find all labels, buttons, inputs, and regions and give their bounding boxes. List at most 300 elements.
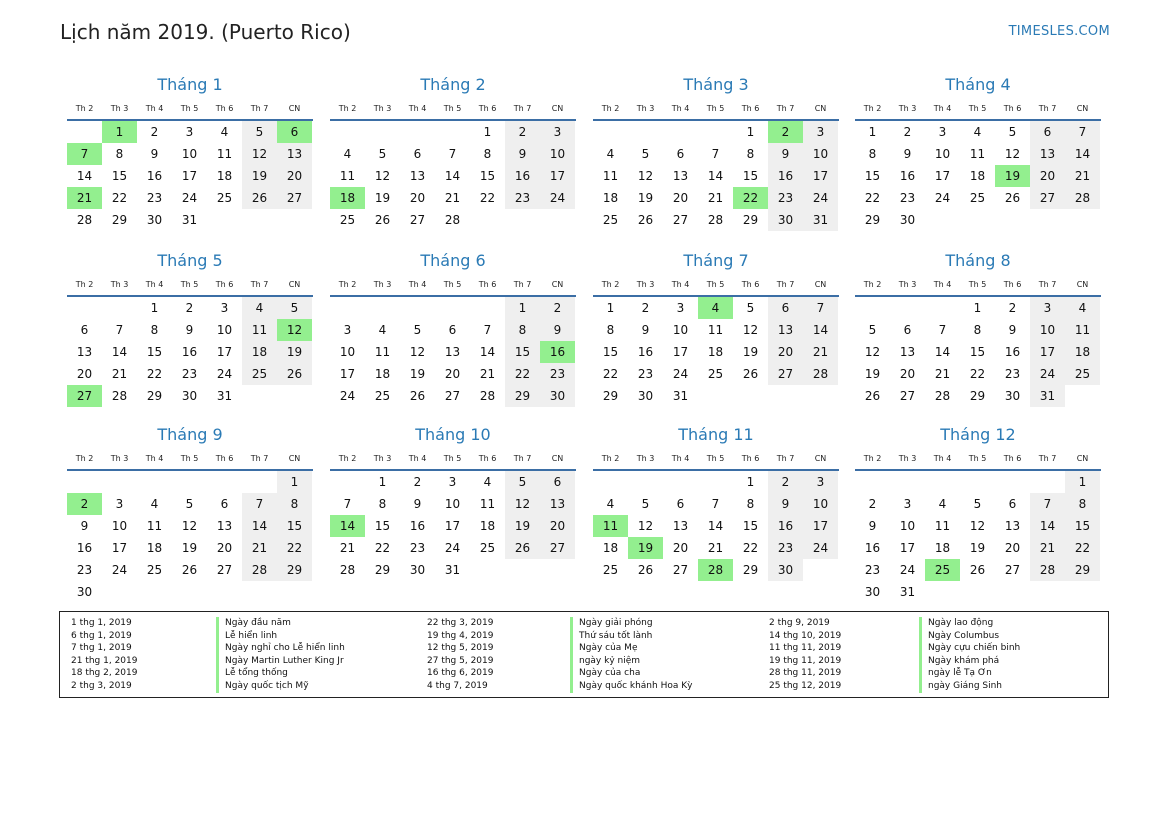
day-cell: 24 bbox=[1039, 367, 1056, 381]
holiday-date: 2 thg 3, 2019 bbox=[71, 680, 132, 691]
day-cell: 9 bbox=[903, 147, 912, 161]
day-cell: 19 bbox=[742, 345, 759, 359]
day-cell: 6 bbox=[80, 323, 89, 337]
day-cell: 22 bbox=[969, 367, 986, 381]
day-cell: 31 bbox=[1039, 389, 1056, 403]
holiday-date: 19 thg 11, 2019 bbox=[769, 655, 842, 666]
day-cell: 23 bbox=[549, 367, 566, 381]
day-cell: 26 bbox=[1004, 191, 1021, 205]
day-cell: 5 bbox=[746, 301, 755, 315]
holiday-day-cell: 21 bbox=[67, 187, 102, 209]
day-cell: 15 bbox=[374, 519, 391, 533]
day-cell: 16 bbox=[864, 541, 881, 555]
day-cell: 26 bbox=[637, 213, 654, 227]
day-cell: 31 bbox=[181, 213, 198, 227]
holiday-name: Ngày quốc khánh Hoa Kỳ bbox=[579, 680, 693, 691]
holiday-day-cell: 2 bbox=[67, 493, 102, 515]
day-cell: 3 bbox=[938, 125, 947, 139]
day-cell: 14 bbox=[76, 169, 93, 183]
holiday-date: 14 thg 10, 2019 bbox=[769, 630, 842, 641]
day-cell: 7 bbox=[1078, 125, 1087, 139]
day-cell: 19 bbox=[251, 169, 268, 183]
day-cell: 23 bbox=[1004, 367, 1021, 381]
day-cell: 21 bbox=[812, 345, 829, 359]
day-cell: 25 bbox=[146, 563, 163, 577]
day-cell: 10 bbox=[549, 147, 566, 161]
day-cell: 4 bbox=[973, 125, 982, 139]
month-title: Tháng 6 bbox=[420, 251, 486, 270]
day-cell: 8 bbox=[518, 323, 527, 337]
holiday-name: Ngày của Mẹ bbox=[579, 643, 638, 654]
day-cell: 24 bbox=[899, 563, 916, 577]
day-cell: 4 bbox=[220, 125, 229, 139]
holiday-date: 19 thg 4, 2019 bbox=[427, 630, 494, 641]
day-cell: 4 bbox=[1078, 301, 1087, 315]
weekday-header bbox=[593, 454, 839, 466]
weekday-label: Th 4 bbox=[671, 454, 690, 463]
day-cell: 21 bbox=[444, 191, 461, 205]
day-cell: 8 bbox=[115, 147, 124, 161]
day-cell: 29 bbox=[286, 563, 303, 577]
day-cell: 5 bbox=[641, 497, 650, 511]
day-cell: 9 bbox=[413, 497, 422, 511]
day-cell: 29 bbox=[146, 389, 163, 403]
day-cell: 17 bbox=[181, 169, 198, 183]
day-cell: 24 bbox=[339, 389, 356, 403]
day-cell: 16 bbox=[777, 519, 794, 533]
day-cell: 18 bbox=[146, 541, 163, 555]
day-cell: 13 bbox=[672, 169, 689, 183]
day-cell: 23 bbox=[637, 367, 654, 381]
day-cell: 27 bbox=[672, 213, 689, 227]
day-cell: 13 bbox=[444, 345, 461, 359]
weekday-header bbox=[67, 280, 313, 292]
day-cell: 15 bbox=[602, 345, 619, 359]
month-title: Tháng 10 bbox=[415, 425, 491, 444]
day-cell: 21 bbox=[111, 367, 128, 381]
day-cell: 20 bbox=[672, 541, 689, 555]
day-cell: 15 bbox=[286, 519, 303, 533]
day-cell: 3 bbox=[816, 475, 825, 489]
day-cell: 2 bbox=[868, 497, 877, 511]
day-cell: 14 bbox=[111, 345, 128, 359]
day-cell: 7 bbox=[483, 323, 492, 337]
day-cell: 13 bbox=[672, 519, 689, 533]
weekday-label: Th 4 bbox=[408, 280, 427, 289]
weekday-label: Th 4 bbox=[408, 104, 427, 113]
day-cell: 3 bbox=[1043, 301, 1052, 315]
day-cell: 15 bbox=[479, 169, 496, 183]
day-cell: 21 bbox=[251, 541, 268, 555]
day-cell: 1 bbox=[746, 125, 755, 139]
holiday-date: 28 thg 11, 2019 bbox=[769, 668, 842, 679]
day-cell: 5 bbox=[1008, 125, 1017, 139]
day-cell: 12 bbox=[181, 519, 198, 533]
day-cell: 5 bbox=[868, 323, 877, 337]
day-cell: 11 bbox=[216, 147, 233, 161]
holiday-day-cell: 19 bbox=[628, 537, 663, 559]
day-cell: 17 bbox=[812, 169, 829, 183]
day-cell: 24 bbox=[672, 367, 689, 381]
weekday-header bbox=[855, 280, 1101, 292]
day-cell: 6 bbox=[448, 323, 457, 337]
day-cell: 18 bbox=[602, 191, 619, 205]
weekday-label: Th 4 bbox=[933, 280, 952, 289]
day-cell: 25 bbox=[339, 213, 356, 227]
day-cell: 26 bbox=[374, 213, 391, 227]
day-cell: 2 bbox=[1008, 301, 1017, 315]
day-cell: 24 bbox=[111, 563, 128, 577]
weekday-header bbox=[67, 454, 313, 466]
day-cell: 9 bbox=[781, 147, 790, 161]
day-cell: 25 bbox=[969, 191, 986, 205]
day-cell: 1 bbox=[518, 301, 527, 315]
day-cell: 25 bbox=[602, 563, 619, 577]
day-cell: 1 bbox=[290, 475, 299, 489]
day-cell: 11 bbox=[969, 147, 986, 161]
day-cell: 2 bbox=[641, 301, 650, 315]
day-cell: 29 bbox=[111, 213, 128, 227]
day-cell: 1 bbox=[150, 301, 159, 315]
day-cell: 2 bbox=[185, 301, 194, 315]
day-cell: 14 bbox=[479, 345, 496, 359]
weekday-header bbox=[330, 280, 576, 292]
day-cell: 2 bbox=[413, 475, 422, 489]
day-cell: 17 bbox=[216, 345, 233, 359]
day-cell: 22 bbox=[864, 191, 881, 205]
day-cell: 8 bbox=[290, 497, 299, 511]
day-cell: 25 bbox=[216, 191, 233, 205]
day-cell: 28 bbox=[812, 367, 829, 381]
holiday-name: Lễ tổng thống bbox=[225, 668, 288, 679]
day-cell: 1 bbox=[378, 475, 387, 489]
day-cell: 9 bbox=[80, 519, 89, 533]
day-cell: 9 bbox=[185, 323, 194, 337]
month-title: Tháng 5 bbox=[157, 251, 223, 270]
day-cell: 24 bbox=[812, 191, 829, 205]
day-cell: 16 bbox=[637, 345, 654, 359]
day-cell: 8 bbox=[746, 497, 755, 511]
day-cell: 15 bbox=[742, 519, 759, 533]
day-cell: 21 bbox=[339, 541, 356, 555]
day-cell: 24 bbox=[934, 191, 951, 205]
holiday-name: Ngày quốc tịch Mỹ bbox=[225, 680, 309, 691]
day-cell: 16 bbox=[777, 169, 794, 183]
day-cell: 8 bbox=[483, 147, 492, 161]
holiday-day-cell: 2 bbox=[768, 121, 803, 143]
weekday-label: Th 2 bbox=[338, 454, 357, 463]
day-cell: 19 bbox=[864, 367, 881, 381]
day-cell: 28 bbox=[707, 213, 724, 227]
day-cell: 1 bbox=[606, 301, 615, 315]
weekday-label: Th 2 bbox=[601, 104, 620, 113]
holiday-name: Ngày lao động bbox=[928, 618, 994, 628]
day-cell: 18 bbox=[707, 345, 724, 359]
day-cell: 9 bbox=[781, 497, 790, 511]
day-cell: 25 bbox=[707, 367, 724, 381]
weekday-label: Th 2 bbox=[75, 454, 94, 463]
day-cell: 24 bbox=[812, 541, 829, 555]
day-cell: 15 bbox=[1074, 519, 1091, 533]
day-cell: 21 bbox=[934, 367, 951, 381]
day-cell: 12 bbox=[1004, 147, 1021, 161]
weekday-label: Th 6 bbox=[1003, 454, 1022, 463]
weekday-label: Th 2 bbox=[338, 104, 357, 113]
day-cell: 10 bbox=[899, 519, 916, 533]
weekday-label: Th 3 bbox=[373, 280, 392, 289]
holiday-day-cell: 18 bbox=[330, 187, 365, 209]
weekday-label: Th 2 bbox=[863, 280, 882, 289]
day-cell: 27 bbox=[444, 389, 461, 403]
day-cell: 4 bbox=[378, 323, 387, 337]
day-cell: 30 bbox=[409, 563, 426, 577]
day-cell: 27 bbox=[286, 191, 303, 205]
weekday-label: Th 3 bbox=[636, 104, 655, 113]
weekday-label: Th 5 bbox=[180, 104, 199, 113]
day-cell: 24 bbox=[444, 541, 461, 555]
day-cell: 8 bbox=[150, 323, 159, 337]
day-cell: 23 bbox=[864, 563, 881, 577]
weekday-label: Th 5 bbox=[443, 104, 462, 113]
day-cell: 7 bbox=[343, 497, 352, 511]
weekday-label: Th 5 bbox=[180, 280, 199, 289]
day-cell: 27 bbox=[1039, 191, 1056, 205]
day-cell: 7 bbox=[255, 497, 264, 511]
holiday-date: 21 thg 1, 2019 bbox=[71, 655, 138, 666]
weekday-label: CN bbox=[1076, 454, 1089, 463]
day-cell: 10 bbox=[216, 323, 233, 337]
day-cell: 28 bbox=[1074, 191, 1091, 205]
day-cell: 28 bbox=[444, 213, 461, 227]
day-cell: 4 bbox=[938, 497, 947, 511]
holiday-name: Lễ hiển linh bbox=[225, 630, 278, 641]
weekday-label: Th 6 bbox=[1003, 104, 1022, 113]
day-cell: 7 bbox=[816, 301, 825, 315]
day-cell: 30 bbox=[76, 585, 93, 599]
day-cell: 22 bbox=[514, 367, 531, 381]
day-cell: 20 bbox=[899, 367, 916, 381]
day-cell: 8 bbox=[973, 323, 982, 337]
weekday-label: Th 2 bbox=[863, 454, 882, 463]
day-cell: 23 bbox=[146, 191, 163, 205]
day-cell: 29 bbox=[514, 389, 531, 403]
day-cell: 9 bbox=[518, 147, 527, 161]
day-cell: 23 bbox=[76, 563, 93, 577]
holiday-day-cell: 7 bbox=[67, 143, 102, 165]
day-cell: 3 bbox=[185, 125, 194, 139]
day-cell: 29 bbox=[742, 563, 759, 577]
brand-link[interactable]: TIMESLES.COM bbox=[1008, 24, 1110, 39]
day-cell: 27 bbox=[409, 213, 426, 227]
weekday-label: Th 4 bbox=[145, 280, 164, 289]
day-cell: 6 bbox=[1043, 125, 1052, 139]
day-cell: 18 bbox=[602, 541, 619, 555]
holiday-day-cell: 19 bbox=[995, 165, 1030, 187]
day-cell: 11 bbox=[602, 169, 619, 183]
day-cell: 7 bbox=[448, 147, 457, 161]
day-cell: 26 bbox=[864, 389, 881, 403]
day-cell: 18 bbox=[374, 367, 391, 381]
holiday-name: Ngày Martin Luther King Jr bbox=[225, 655, 344, 666]
day-cell: 26 bbox=[969, 563, 986, 577]
weekday-label: CN bbox=[814, 454, 827, 463]
day-cell: 8 bbox=[378, 497, 387, 511]
holiday-date: 1 thg 1, 2019 bbox=[71, 618, 132, 628]
day-cell: 3 bbox=[448, 475, 457, 489]
day-cell: 1 bbox=[746, 475, 755, 489]
weekday-label: Th 7 bbox=[1038, 104, 1057, 113]
day-cell: 31 bbox=[216, 389, 233, 403]
weekday-label: CN bbox=[1076, 280, 1089, 289]
weekday-label: Th 6 bbox=[741, 104, 760, 113]
weekday-label: Th 6 bbox=[215, 104, 234, 113]
day-cell: 16 bbox=[899, 169, 916, 183]
weekday-label: Th 3 bbox=[373, 104, 392, 113]
holiday-name: Thứ sáu tốt lành bbox=[579, 630, 653, 641]
day-cell: 3 bbox=[553, 125, 562, 139]
day-cell: 27 bbox=[777, 367, 794, 381]
weekday-label: Th 6 bbox=[215, 454, 234, 463]
day-cell: 21 bbox=[707, 191, 724, 205]
day-cell: 4 bbox=[483, 475, 492, 489]
day-cell: 29 bbox=[1074, 563, 1091, 577]
month-title: Tháng 2 bbox=[420, 75, 486, 94]
day-cell: 8 bbox=[746, 147, 755, 161]
day-cell: 7 bbox=[711, 497, 720, 511]
day-cell: 29 bbox=[602, 389, 619, 403]
day-cell: 15 bbox=[111, 169, 128, 183]
day-cell: 30 bbox=[899, 213, 916, 227]
weekday-label: Th 2 bbox=[338, 280, 357, 289]
weekday-label: Th 7 bbox=[776, 280, 795, 289]
day-cell: 22 bbox=[286, 541, 303, 555]
day-cell: 4 bbox=[606, 497, 615, 511]
day-cell: 28 bbox=[111, 389, 128, 403]
weekday-label: Th 6 bbox=[741, 280, 760, 289]
weekday-label: CN bbox=[814, 104, 827, 113]
month-title: Tháng 1 bbox=[157, 75, 223, 94]
weekday-label: Th 7 bbox=[250, 280, 269, 289]
day-cell: 2 bbox=[781, 475, 790, 489]
holiday-name: Ngày của cha bbox=[579, 668, 641, 679]
weekday-label: Th 7 bbox=[513, 454, 532, 463]
day-cell: 23 bbox=[409, 541, 426, 555]
month-title: Tháng 9 bbox=[157, 425, 223, 444]
holiday-name: ngày Giáng Sinh bbox=[928, 680, 1003, 691]
day-cell: 14 bbox=[812, 323, 829, 337]
weekday-header bbox=[855, 454, 1101, 466]
day-cell: 14 bbox=[444, 169, 461, 183]
holiday-name: ngày lễ Tạ Ơn bbox=[928, 668, 992, 679]
day-cell: 28 bbox=[934, 389, 951, 403]
day-cell: 13 bbox=[1004, 519, 1021, 533]
day-cell: 6 bbox=[413, 147, 422, 161]
weekday-label: Th 4 bbox=[671, 280, 690, 289]
holiday-date-column bbox=[427, 617, 493, 693]
day-cell: 26 bbox=[409, 389, 426, 403]
day-cell: 29 bbox=[969, 389, 986, 403]
weekday-label: Th 2 bbox=[863, 104, 882, 113]
day-cell: 24 bbox=[549, 191, 566, 205]
weekday-label: Th 6 bbox=[215, 280, 234, 289]
day-cell: 9 bbox=[553, 323, 562, 337]
day-cell: 1 bbox=[483, 125, 492, 139]
holiday-name: Ngày khám phá bbox=[928, 655, 1000, 666]
weekday-label: Th 2 bbox=[75, 104, 94, 113]
day-cell: 22 bbox=[479, 191, 496, 205]
month-title: Tháng 11 bbox=[678, 425, 754, 444]
day-cell: 28 bbox=[339, 563, 356, 577]
day-cell: 11 bbox=[374, 345, 391, 359]
day-cell: 6 bbox=[1008, 497, 1017, 511]
day-cell: 10 bbox=[339, 345, 356, 359]
day-cell: 19 bbox=[181, 541, 198, 555]
weekday-label: Th 6 bbox=[478, 104, 497, 113]
day-cell: 4 bbox=[150, 497, 159, 511]
day-cell: 6 bbox=[553, 475, 562, 489]
weekday-label: Th 5 bbox=[968, 280, 987, 289]
day-cell: 13 bbox=[216, 519, 233, 533]
weekday-header bbox=[67, 104, 313, 116]
day-cell: 12 bbox=[514, 497, 531, 511]
day-cell: 22 bbox=[742, 541, 759, 555]
weekday-label: Th 3 bbox=[110, 104, 129, 113]
day-cell: 11 bbox=[934, 519, 951, 533]
weekday-label: Th 6 bbox=[478, 454, 497, 463]
day-cell: 15 bbox=[742, 169, 759, 183]
day-cell: 8 bbox=[1078, 497, 1087, 511]
weekday-label: Th 5 bbox=[706, 280, 725, 289]
day-cell: 30 bbox=[1004, 389, 1021, 403]
day-cell: 19 bbox=[969, 541, 986, 555]
day-cell: 19 bbox=[637, 191, 654, 205]
day-cell: 10 bbox=[181, 147, 198, 161]
day-cell: 9 bbox=[868, 519, 877, 533]
day-cell: 27 bbox=[1004, 563, 1021, 577]
day-cell: 1 bbox=[1078, 475, 1087, 489]
weekday-label: Th 3 bbox=[636, 454, 655, 463]
holiday-date: 18 thg 2, 2019 bbox=[71, 668, 138, 679]
weekday-label: Th 2 bbox=[75, 280, 94, 289]
weekday-label: Th 3 bbox=[110, 280, 129, 289]
day-cell: 20 bbox=[76, 367, 93, 381]
weekday-label: CN bbox=[288, 280, 301, 289]
day-cell: 6 bbox=[676, 497, 685, 511]
day-cell: 18 bbox=[251, 345, 268, 359]
day-cell: 8 bbox=[606, 323, 615, 337]
day-cell: 17 bbox=[934, 169, 951, 183]
day-cell: 20 bbox=[1004, 541, 1021, 555]
day-cell: 15 bbox=[969, 345, 986, 359]
day-cell: 6 bbox=[676, 147, 685, 161]
weekday-label: Th 7 bbox=[1038, 454, 1057, 463]
day-cell: 14 bbox=[934, 345, 951, 359]
weekday-label: Th 5 bbox=[443, 280, 462, 289]
day-cell: 28 bbox=[1039, 563, 1056, 577]
day-cell: 27 bbox=[899, 389, 916, 403]
weekday-header bbox=[330, 454, 576, 466]
day-cell: 6 bbox=[220, 497, 229, 511]
weekday-label: Th 4 bbox=[408, 454, 427, 463]
day-cell: 17 bbox=[672, 345, 689, 359]
weekday-label: Th 4 bbox=[671, 104, 690, 113]
day-cell: 11 bbox=[339, 169, 356, 183]
day-cell: 14 bbox=[251, 519, 268, 533]
weekday-label: CN bbox=[551, 280, 564, 289]
day-cell: 10 bbox=[934, 147, 951, 161]
holiday-day-cell: 27 bbox=[67, 385, 102, 407]
day-cell: 22 bbox=[111, 191, 128, 205]
